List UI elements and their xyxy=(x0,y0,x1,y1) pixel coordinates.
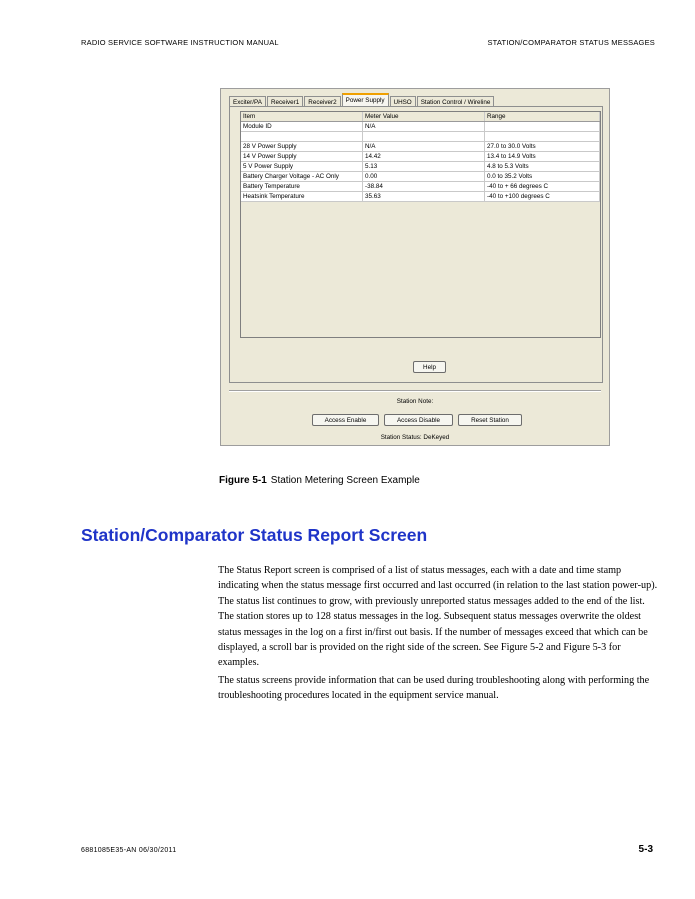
tab-station-control-wireline[interactable]: Station Control / Wireline xyxy=(417,96,495,107)
cell-item: 14 V Power Supply xyxy=(241,152,363,162)
cell-range: -40 to + 66 degrees C xyxy=(485,182,600,192)
table-row[interactable] xyxy=(241,182,600,192)
cell-value: 0.00 xyxy=(363,172,485,182)
column-header-item[interactable]: Item xyxy=(241,112,363,122)
cell-item: Battery Charger Voltage - AC Only xyxy=(241,172,363,182)
cell-range: 0.0 to 35.2 Volts xyxy=(485,172,600,182)
table-row[interactable] xyxy=(241,162,600,172)
column-header-range[interactable]: Range xyxy=(485,112,600,122)
help-button[interactable]: Help xyxy=(413,361,446,373)
tab-panel xyxy=(229,106,603,383)
divider xyxy=(229,390,601,392)
cell-range: 13.4 to 14.9 Volts xyxy=(485,152,600,162)
cell-value: N/A xyxy=(363,142,485,152)
tab-bar xyxy=(229,93,495,107)
reset-station-button[interactable]: Reset Station xyxy=(458,414,522,426)
table-row[interactable] xyxy=(241,132,600,142)
tab-receiver2[interactable]: Receiver2 xyxy=(304,96,340,107)
running-header-right: STATION/COMPARATOR STATUS MESSAGES xyxy=(487,38,655,47)
cell-value: -38.84 xyxy=(363,182,485,192)
cell-range xyxy=(485,132,600,142)
tab-exciter-pa[interactable]: Exciter/PA xyxy=(229,96,266,107)
access-enable-button[interactable]: Access Enable xyxy=(312,414,379,426)
cell-item: 5 V Power Supply xyxy=(241,162,363,172)
station-note-label: Station Note: xyxy=(396,398,434,405)
footer-document-id: 6881085E35-AN 06/30/2011 xyxy=(81,847,177,854)
figure-caption-text: Station Metering Screen Example xyxy=(270,475,420,486)
cell-value: N/A xyxy=(363,122,485,132)
table-row[interactable] xyxy=(241,172,600,182)
cell-item: Module ID xyxy=(241,122,363,132)
cell-range: 4.8 to 5.3 Volts xyxy=(485,162,600,172)
tab-uhso[interactable]: UHSO xyxy=(390,96,416,107)
access-disable-button[interactable]: Access Disable xyxy=(384,414,453,426)
running-header-left: RADIO SERVICE SOFTWARE INSTRUCTION MANUAL xyxy=(81,38,279,47)
cell-item: 28 V Power Supply xyxy=(241,142,363,152)
cell-range: -40 to +100 degrees C xyxy=(485,192,600,202)
meter-table xyxy=(241,112,600,202)
body-paragraph-1: The Status Report screen is comprised of a list of status messages, each with a date and time stamp indicating when the status message first occurred and last occurred (in relation to the last station power-up). The status list continues to grow, with previously unreported status messages added to the end of the list. The station stores up to 128 status messages in the log. Subsequent status messages overwrite the oldest status messages in the log on a first in/first out basis. If the number of messages exceed that which can be displayed, a scroll bar is provided on the right side of the screen. See Figure 5-2 and Figure 5-3 for examples. xyxy=(218,565,658,669)
table-header-row xyxy=(241,112,600,122)
meter-table-frame xyxy=(240,111,601,338)
cell-item xyxy=(241,132,363,142)
cell-range xyxy=(485,122,600,132)
column-header-meter-value[interactable]: Meter Value xyxy=(363,112,485,122)
cell-value: 35.63 xyxy=(363,192,485,202)
figure-caption xyxy=(219,475,420,486)
cell-value: 5.13 xyxy=(363,162,485,172)
table-row[interactable] xyxy=(241,192,600,202)
station-metering-screenshot xyxy=(220,88,610,446)
tab-receiver1[interactable]: Receiver1 xyxy=(267,96,303,107)
tab-power-supply[interactable]: Power Supply xyxy=(342,93,389,107)
station-status-text: Station Status: DeKeyed xyxy=(380,434,450,441)
table-row[interactable] xyxy=(241,152,600,162)
figure-number: Figure 5-1 xyxy=(219,475,267,486)
cell-value xyxy=(363,132,485,142)
page-number: 5-3 xyxy=(638,844,653,855)
cell-item: Heatsink Temperature xyxy=(241,192,363,202)
table-row[interactable] xyxy=(241,122,600,132)
table-row[interactable] xyxy=(241,142,600,152)
section-title: Station/Comparator Status Report Screen xyxy=(81,525,428,545)
cell-item: Battery Temperature xyxy=(241,182,363,192)
cell-range: 27.0 to 30.0 Volts xyxy=(485,142,600,152)
cell-value: 14.42 xyxy=(363,152,485,162)
body-paragraph-2: The status screens provide information that can be used during troubleshooting along with performing the troubleshooting procedures located in the equipment service manual. xyxy=(218,675,650,702)
